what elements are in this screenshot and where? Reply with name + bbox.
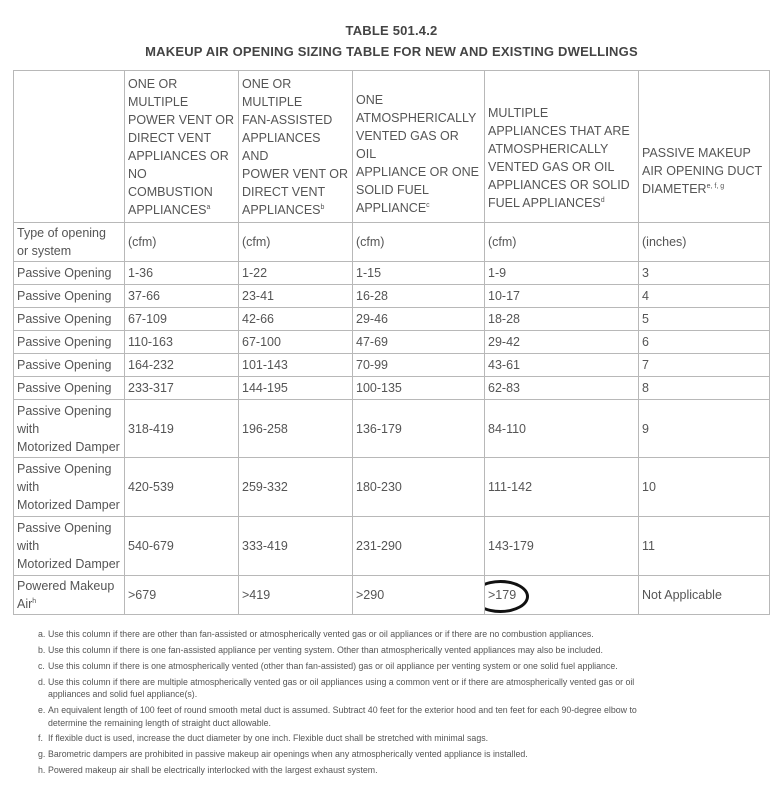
header-row — [14, 71, 770, 223]
value-cell — [239, 400, 353, 458]
value-cell — [353, 285, 485, 308]
cell-line: Motorized Damper — [17, 557, 120, 571]
cell-line: Passive Opening — [17, 358, 112, 372]
value-cell — [125, 308, 239, 331]
footnote-letter: e. — [38, 705, 46, 716]
table-row — [14, 377, 770, 400]
footnote-ref: d — [600, 196, 605, 204]
cell-value: 62-83 — [488, 381, 520, 395]
unit-cell: (cfm) — [353, 223, 485, 262]
cell-value: 540-679 — [128, 539, 174, 553]
column-header — [485, 71, 639, 223]
highlight-circle-annotation — [485, 580, 530, 613]
cell-line: ATMOSPHERICALLY — [488, 141, 609, 156]
cell-value: 143-179 — [488, 539, 534, 553]
cell-value: 136-179 — [356, 421, 402, 436]
value-cell — [125, 458, 239, 517]
cell-line: Type of opening — [17, 226, 106, 240]
cell-line: ONE OR — [128, 76, 178, 91]
unit-cell: (cfm) — [485, 223, 639, 262]
cell-line: Motorized Damper — [17, 498, 120, 512]
value-cell — [485, 285, 639, 308]
value-cell — [353, 576, 485, 615]
cell-value: Not Applicable — [642, 588, 722, 602]
value-cell — [485, 354, 639, 377]
cell-value: 7 — [642, 358, 649, 372]
cell-line: Air — [17, 597, 33, 611]
cell-value: 84-110 — [488, 421, 526, 436]
cell-value: 1-15 — [356, 266, 382, 280]
cell-line: ONE OR — [242, 76, 292, 91]
cell-line: Passive Opening — [17, 266, 112, 280]
value-cell — [125, 285, 239, 308]
table-row — [14, 331, 770, 354]
row-label — [14, 223, 125, 262]
cell-value: 67-109 — [128, 312, 167, 326]
cell-line: AIR OPENING DUCT — [642, 163, 763, 178]
cell-value: >679 — [128, 588, 157, 602]
value-cell — [125, 331, 239, 354]
footnote-letter: g. — [38, 749, 46, 760]
value-cell — [239, 285, 353, 308]
cell-line: DIAMETER — [642, 181, 707, 196]
value-cell — [639, 308, 770, 331]
footnote-text: If flexible duct is used, increase the duct diameter by one inch. Flexible duct shall be stretched with minimal sags. — [48, 733, 489, 744]
value-cell — [239, 331, 353, 354]
cell-value: 42-66 — [242, 312, 274, 326]
value-cell — [485, 308, 639, 331]
value-cell — [639, 262, 770, 285]
cell-value: 164-232 — [128, 358, 174, 372]
cell-line: ATMOSPHERICALLY — [356, 110, 477, 125]
cell-line: POWER VENT OR — [128, 112, 235, 127]
cell-value: 70-99 — [356, 358, 388, 372]
cell-line: VENTED GAS OR — [356, 128, 459, 143]
cell-line: VENTED GAS OR OIL — [488, 159, 615, 174]
value-cell — [485, 377, 639, 400]
cell-value: 10 — [642, 480, 656, 494]
cell-value: 180-230 — [356, 480, 402, 494]
cell-value: 3 — [642, 266, 649, 280]
footnote-ref: a — [206, 203, 211, 211]
value-cell — [353, 331, 485, 354]
value-cell — [353, 377, 485, 400]
footnote — [38, 764, 738, 777]
footnote — [38, 704, 738, 729]
value-cell — [125, 576, 239, 615]
value-cell — [239, 308, 353, 331]
units-row — [14, 223, 770, 262]
cell-value: 233-317 — [128, 381, 174, 395]
cell-line: APPLIANCES THAT ARE — [488, 123, 630, 138]
table-row — [14, 400, 770, 458]
value-cell — [639, 377, 770, 400]
cell-line: DIRECT VENT — [128, 130, 212, 145]
row-label — [14, 517, 125, 576]
value-cell — [353, 458, 485, 517]
column-header — [639, 71, 770, 223]
cell-value: 420-539 — [128, 480, 174, 494]
cell-value: >290 — [356, 588, 385, 602]
makeup-air-sizing-table — [13, 70, 770, 615]
footnote — [38, 748, 738, 761]
cell-value: 110-163 — [128, 335, 173, 349]
column-header — [353, 71, 485, 223]
cell-value: 1-22 — [242, 266, 268, 280]
value-cell — [485, 576, 639, 615]
row-label — [14, 400, 125, 458]
cell-line: ONE — [356, 92, 384, 107]
value-cell — [639, 576, 770, 615]
cell-value: 29-46 — [356, 312, 388, 326]
footnote-text: determine the remaining length of straight duct allowable. — [48, 717, 271, 728]
cell-line: APPLIANCES OR SOLID — [488, 177, 630, 192]
value-cell — [639, 517, 770, 576]
footnote-letter: a. — [38, 629, 46, 639]
table-row — [14, 285, 770, 308]
value-cell — [353, 262, 485, 285]
cell-line: Passive Opening — [17, 403, 112, 418]
footnote-text: Barometric dampers are prohibited in passive makeup air openings when any atmospherically vented appliance is installed. — [48, 749, 528, 760]
footnote-text: appliances and solid fuel appliance(s). — [48, 689, 198, 700]
value-cell — [239, 458, 353, 517]
table-row — [14, 517, 770, 576]
table-row — [14, 354, 770, 377]
value-cell — [239, 354, 353, 377]
cell-value: 318-419 — [128, 421, 174, 436]
value-cell — [639, 354, 770, 377]
cell-value: 9 — [642, 421, 649, 436]
cell-line: APPLIANCES — [242, 202, 321, 217]
footnote-text: Use this column if there is one atmospherically vented (other than fan-assisted) gas or oil appliance per venting system or one solid fuel appliance. — [48, 660, 618, 671]
value-cell — [125, 354, 239, 377]
value-cell — [239, 517, 353, 576]
value-cell — [485, 458, 639, 517]
footnote-text: An equivalent length of 100 feet of round smooth metal duct is assumed. Subtract 40 feet for the exterior hood and ten feet for each 90-degree elbow to — [48, 705, 637, 716]
value-cell — [639, 458, 770, 517]
unit-cell: (inches) — [639, 223, 770, 262]
cell-line: Passive Opening — [17, 521, 112, 535]
cell-line: COMBUSTION — [128, 184, 213, 199]
cell-line: Motorized Damper — [17, 439, 120, 454]
footnote-text: Use this column if there are multiple atmospherically vented gas or oil appliances using a common vent or if there are atmospherically vented gas or oil — [48, 676, 635, 687]
table-row — [14, 576, 770, 615]
value-cell — [239, 262, 353, 285]
value-cell — [353, 400, 485, 458]
cell-line: PASSIVE MAKEUP — [642, 145, 751, 160]
cell-value: 11 — [642, 539, 655, 553]
value-cell — [639, 331, 770, 354]
cell-line: DIRECT VENT — [242, 184, 326, 199]
value-cell — [485, 517, 639, 576]
cell-value: 29-42 — [488, 335, 520, 349]
cell-line: APPLIANCE OR ONE — [356, 164, 479, 179]
row-label — [14, 331, 125, 354]
row-label — [14, 262, 125, 285]
cell-line: APPLIANCES — [128, 202, 207, 217]
cell-line: NO — [128, 166, 147, 181]
cell-value: 231-290 — [356, 539, 402, 553]
cell-line: Passive Opening — [17, 462, 112, 476]
cell-value: 144-195 — [242, 381, 288, 395]
value-cell — [639, 285, 770, 308]
column-header — [125, 71, 239, 223]
footnote — [38, 676, 738, 701]
column-header — [239, 71, 353, 223]
cell-line: MULTIPLE — [488, 105, 549, 120]
row-label — [14, 308, 125, 331]
value-cell — [353, 517, 485, 576]
cell-value: 8 — [642, 381, 649, 395]
cell-line: MULTIPLE — [128, 94, 189, 109]
cell-line: FUEL APPLIANCES — [488, 195, 601, 210]
value-cell — [125, 377, 239, 400]
cell-value: 4 — [642, 289, 649, 303]
value-cell — [485, 331, 639, 354]
footnote-ref: b — [320, 203, 325, 211]
cell-line: Powered Makeup — [17, 579, 115, 593]
cell-value: 16-28 — [356, 289, 388, 303]
cell-line: MULTIPLE — [242, 94, 303, 109]
cell-value: 47-69 — [356, 335, 388, 349]
cell-value: >179 — [488, 588, 517, 602]
cell-line: with — [17, 421, 40, 436]
footnote-letter: h. — [38, 765, 46, 776]
value-cell — [353, 308, 485, 331]
footnote-text: Use this column if there is one fan-assisted appliance per venting system. Other than atmospherically vented appliances may also be included. — [48, 644, 603, 655]
cell-line: Passive Opening — [17, 312, 112, 326]
value-cell — [125, 517, 239, 576]
footnote-letter: d. — [38, 676, 46, 687]
cell-line: SOLID FUEL — [356, 182, 429, 197]
unit-cell: (cfm) — [239, 223, 353, 262]
value-cell — [125, 262, 239, 285]
value-cell — [353, 354, 485, 377]
cell-line: Passive Opening — [17, 381, 112, 395]
cell-value: 37-66 — [128, 289, 160, 303]
value-cell — [239, 377, 353, 400]
footnote — [38, 628, 738, 641]
cell-value: 100-135 — [356, 381, 402, 395]
cell-value: 5 — [642, 312, 649, 326]
table-number: TABLE 501.4.2 — [345, 23, 438, 38]
cell-line: with — [17, 539, 40, 553]
cell-value: 196-258 — [242, 421, 288, 436]
row-label — [14, 576, 125, 615]
row-label — [14, 458, 125, 517]
row-label — [14, 354, 125, 377]
cell-line: with — [17, 480, 40, 494]
cell-line: Passive Opening — [17, 335, 112, 349]
row-label — [14, 285, 125, 308]
footnote — [38, 660, 738, 673]
cell-value: 23-41 — [242, 289, 274, 303]
cell-value: >419 — [242, 588, 271, 602]
cell-line: or system — [17, 244, 72, 258]
footnote-text: Use this column if there are other than fan-assisted or atmospherically vented gas or oil appliances or if there are no combustion appliances. — [48, 629, 594, 639]
cell-line: OIL — [356, 146, 377, 161]
value-cell — [239, 576, 353, 615]
footnote-letter: f. — [38, 733, 43, 744]
value-cell — [639, 400, 770, 458]
cell-line: Passive Opening — [17, 289, 112, 303]
table-row — [14, 308, 770, 331]
value-cell — [485, 400, 639, 458]
footnotes — [38, 628, 738, 780]
cell-value: 43-61 — [488, 358, 520, 372]
cell-value: 333-419 — [242, 539, 288, 553]
cell-value: 18-28 — [488, 312, 520, 326]
footnote — [38, 644, 738, 657]
table-row — [14, 262, 770, 285]
cell-value: 1-36 — [128, 266, 154, 280]
cell-line: POWER VENT OR — [242, 166, 349, 181]
footnote-letter: b. — [38, 644, 46, 655]
cell-line: FAN-ASSISTED — [242, 112, 333, 127]
cell-value: 259-332 — [242, 480, 288, 494]
cell-line: APPLIANCE — [356, 200, 427, 215]
row-label — [14, 377, 125, 400]
footnote-ref: h — [32, 597, 37, 605]
footnote — [38, 732, 738, 745]
cell-value: 111-142 — [488, 480, 533, 494]
cell-value: 1-9 — [488, 266, 507, 280]
value-cell — [125, 400, 239, 458]
footnote-text: Powered makeup air shall be electrically interlocked with the largest exhaust system. — [48, 765, 378, 776]
cell-line: APPLIANCES — [242, 130, 321, 145]
table-row — [14, 458, 770, 517]
cell-line: APPLIANCES OR — [128, 148, 229, 163]
value-cell — [485, 262, 639, 285]
footnote-ref: e, f, g — [706, 182, 725, 190]
column-header — [14, 71, 125, 223]
cell-value: 10-17 — [488, 289, 520, 303]
footnote-letter: c. — [38, 660, 45, 671]
footnote-ref: c — [426, 201, 430, 209]
cell-line: AND — [242, 148, 269, 163]
cell-value: 6 — [642, 335, 649, 349]
cell-value: 67-100 — [242, 335, 281, 349]
cell-value: 101-143 — [242, 358, 288, 372]
unit-cell: (cfm) — [125, 223, 239, 262]
table-title: MAKEUP AIR OPENING SIZING TABLE FOR NEW AND EXISTING DWELLINGS — [145, 44, 638, 59]
